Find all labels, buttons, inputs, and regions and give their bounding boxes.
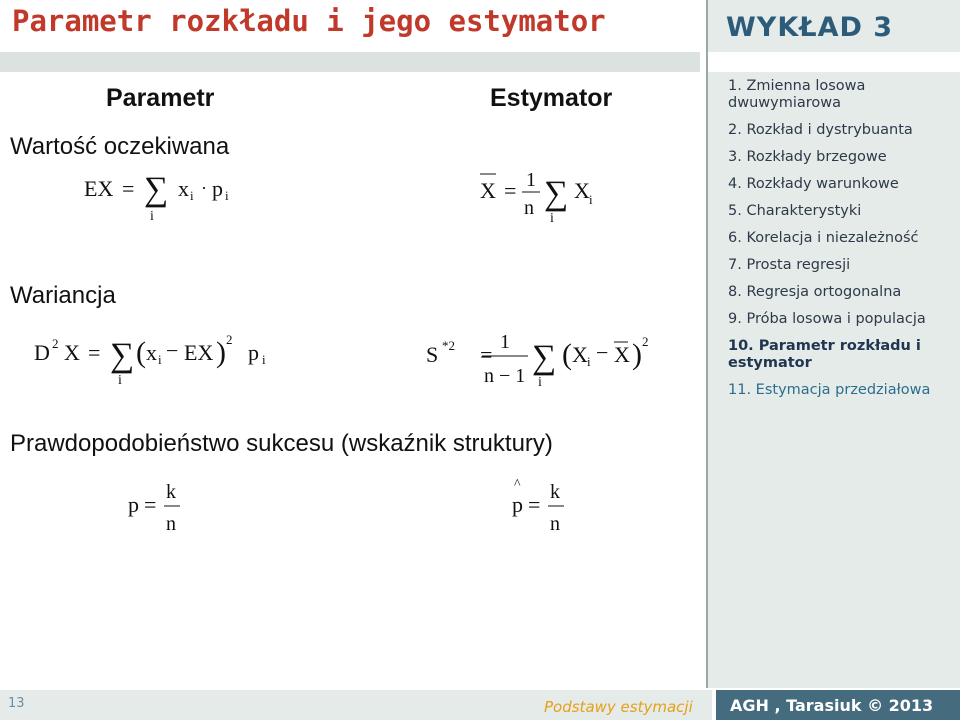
toc-item[interactable] <box>728 230 958 247</box>
toc-item-number: 5. <box>728 203 742 219</box>
toc-item-number: 11. <box>728 382 752 398</box>
x-variable: X <box>572 342 588 367</box>
p-variable: p <box>512 492 523 517</box>
toc-item-number: 6. <box>728 230 742 246</box>
toc-item[interactable] <box>728 78 958 112</box>
x-symbol: X <box>64 340 80 365</box>
sum-sign: ∑ <box>110 337 135 374</box>
lecture-band <box>708 52 960 72</box>
right-paren: ) <box>632 338 642 371</box>
toc-item[interactable] <box>728 203 958 220</box>
lecture-title: WYKŁAD 3 <box>726 12 894 43</box>
sidebar <box>706 0 960 688</box>
toc-item-label: Rozkład i dystrybuanta <box>746 122 913 138</box>
x-variable: X <box>574 178 590 203</box>
xbar-symbol: X <box>614 342 630 367</box>
p-index: i <box>225 188 229 203</box>
toc-item[interactable] <box>728 284 958 301</box>
toc-item-number: 7. <box>728 257 742 273</box>
toc-item-label: Zmienna losowa dwuwymiarowa <box>728 78 866 111</box>
section-variance-label: Wariancja <box>10 282 116 309</box>
formula-variance <box>30 330 280 390</box>
toc-item-number: 2. <box>728 122 742 138</box>
p-variable: p <box>128 492 139 517</box>
table-of-contents <box>728 78 958 409</box>
formula-probability-estimator <box>508 474 588 544</box>
page-number: 13 <box>8 696 25 711</box>
toc-item-label: Korelacja i niezależność <box>746 230 919 246</box>
numerator-k: k <box>166 481 176 503</box>
toc-item-label: Estymacja przedziałowa <box>755 382 931 398</box>
course-name: Podstawy estymacji <box>544 698 693 716</box>
denominator-n: n <box>550 513 560 535</box>
x-index: i <box>587 354 591 369</box>
p-variable: p <box>212 176 223 201</box>
ex-symbol: EX <box>184 340 214 365</box>
minus-sign: − <box>166 338 179 363</box>
section-probability-label: Prawdopodobieństwo sukcesu (wskaźnik struktury) <box>10 430 553 457</box>
sum-sign: ∑ <box>144 171 169 208</box>
sum-index: i <box>118 373 122 388</box>
dot-operator: · <box>201 178 207 198</box>
equals-sign: = <box>504 178 517 203</box>
toc-item-number: 8. <box>728 284 742 300</box>
left-paren: ( <box>136 336 146 369</box>
equals-sign: = <box>88 340 101 365</box>
equals-sign: = <box>528 492 541 517</box>
denominator: n − 1 <box>484 365 526 387</box>
slide-title: Parametr rozkładu i jego estymator <box>12 4 606 38</box>
toc-item[interactable] <box>728 382 958 399</box>
formula-probability <box>124 474 204 544</box>
footer <box>0 690 960 720</box>
formula-sample-mean <box>476 160 616 230</box>
equals-sign: = <box>480 342 493 367</box>
paren-exponent: 2 <box>642 334 649 349</box>
toc-item-label: Rozkłady brzegowe <box>746 149 887 165</box>
s-symbol: S <box>426 342 439 367</box>
toc-item-label: Prosta regresji <box>746 257 851 273</box>
section-mean-label: Wartość oczekiwana <box>10 133 230 160</box>
equals-sign: = <box>122 176 135 201</box>
s-superscript: *2 <box>442 338 455 353</box>
toc-item-number: 10. <box>728 338 754 354</box>
toc-item[interactable] <box>728 257 958 274</box>
sum-sign: ∑ <box>532 339 557 376</box>
toc-item-number: 4. <box>728 176 742 192</box>
numerator-one: 1 <box>526 169 536 191</box>
toc-item[interactable] <box>728 338 958 372</box>
toc-item-number: 9. <box>728 311 742 327</box>
right-paren: ) <box>216 336 226 369</box>
xbar-symbol: X <box>480 178 496 203</box>
toc-item[interactable] <box>728 311 958 328</box>
title-band <box>0 52 700 72</box>
toc-item[interactable] <box>728 176 958 193</box>
x-index: i <box>190 188 194 203</box>
numerator-one: 1 <box>500 331 510 353</box>
footer-left <box>0 690 712 720</box>
x-index: i <box>589 192 593 207</box>
paren-exponent: 2 <box>226 332 233 347</box>
d-symbol: D <box>34 340 50 365</box>
d-exponent: 2 <box>52 336 59 351</box>
toc-item-label: Rozkłady warunkowe <box>746 176 899 192</box>
hat-symbol: ^ <box>514 477 521 492</box>
toc-item[interactable] <box>728 122 958 139</box>
toc-item[interactable] <box>728 149 958 166</box>
formula-expected-value <box>80 168 250 228</box>
left-paren: ( <box>562 338 572 371</box>
toc-item-label: Charakterystyki <box>746 203 862 219</box>
author-credit: AGH , Tarasiuk © 2013 <box>730 696 934 715</box>
toc-item-label: Parametr rozkładu i estymator <box>728 338 921 371</box>
denominator-n: n <box>524 197 534 219</box>
equals-sign: = <box>144 492 157 517</box>
x-index: i <box>158 352 162 367</box>
p-index: i <box>262 352 266 367</box>
numerator-k: k <box>550 481 560 503</box>
x-variable: x <box>146 340 157 365</box>
toc-item-label: Regresja ortogonalna <box>746 284 902 300</box>
sum-index: i <box>150 209 154 224</box>
p-variable: p <box>248 340 259 365</box>
denominator-n: n <box>166 513 176 535</box>
footer-right <box>716 690 960 720</box>
sum-index: i <box>538 375 542 390</box>
column-header-estimator: Estymator <box>490 84 613 112</box>
formula-sample-variance <box>422 324 662 394</box>
toc-item-label: Próba losowa i populacja <box>746 311 926 327</box>
title-bar <box>0 0 700 72</box>
ex-symbol: EX <box>84 176 114 201</box>
column-header-parameter: Parametr <box>106 84 215 112</box>
toc-item-number: 1. <box>728 78 742 94</box>
x-variable: x <box>178 176 189 201</box>
sum-index: i <box>550 211 554 226</box>
minus-sign: − <box>596 340 609 365</box>
sum-sign: ∑ <box>544 175 569 212</box>
toc-item-number: 3. <box>728 149 742 165</box>
